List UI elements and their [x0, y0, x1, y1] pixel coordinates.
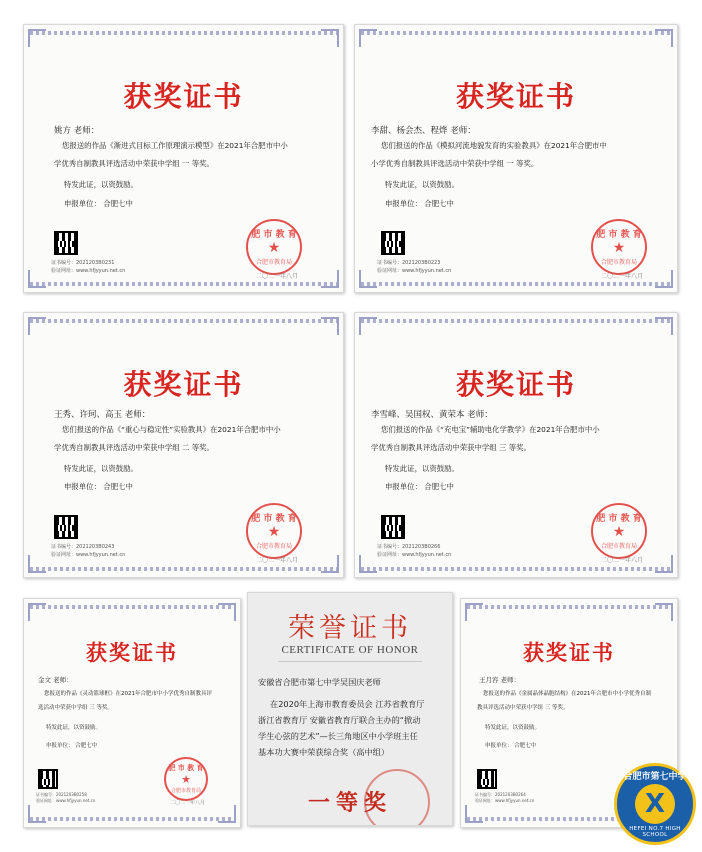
star-icon: ★ — [267, 524, 281, 540]
honor-body-line: 在2020年上海市教育委员会 江苏省教育厅 — [270, 699, 425, 709]
body-line: 学优秀自制教具评选活动中荣获中学组 三 等奖。 — [371, 443, 531, 452]
body-line: 特发此证，以资鼓励。 — [64, 180, 138, 189]
honor-body-line: 基本功大赛中荣获综合奖（高中组） — [258, 747, 390, 757]
body-line: 特发此证，以资鼓励。 — [385, 180, 459, 189]
certificate-number: 证书编号：2021203B0231 — [51, 260, 115, 266]
verify-site: 验证网址：www.hfjyyun.net.cn — [377, 268, 452, 274]
body-line: 小学优秀自制教具评选活动中荣获中学组 一 等奖。 — [371, 159, 539, 168]
qr-code-icon — [477, 769, 497, 789]
body-line: 教具评选活动中荣获中学组 三 等奖。 — [477, 705, 569, 711]
body-line: 特发此证，以资鼓励。 — [64, 464, 138, 473]
qr-code-icon — [38, 769, 58, 789]
divider — [278, 661, 422, 662]
recipient: 王月容 老师： — [479, 676, 521, 684]
star-icon: ★ — [267, 240, 281, 256]
recipient: 王秀、许珂、高玉 老师： — [54, 410, 151, 420]
honor-body-line: 浙江省教育厅 安徽省教育厅联合主办的“掀动 — [258, 715, 421, 725]
honor-prize: 一等奖 — [307, 790, 392, 816]
body-line: 特发此证，以资鼓励。 — [46, 725, 102, 731]
declaring-unit: 申报单位： 合肥七中 — [485, 743, 537, 749]
issue-date: 二〇二一年八月 — [170, 800, 206, 806]
body-line: 您报送的作品《金属晶体晶胞结构》在2021年合肥市中小学优秀自制 — [483, 691, 651, 697]
certificate-2 — [354, 24, 678, 293]
qr-code-icon — [381, 515, 405, 539]
honor-recipient: 安徽省合肥市第七中学吴国庆老师 — [258, 677, 381, 687]
star-icon: ★ — [612, 524, 626, 540]
body-line: 特发此证，以资鼓励。 — [485, 725, 541, 731]
certificate-title: 获奖证书 — [123, 368, 244, 401]
certificate-title: 获奖证书 — [455, 80, 576, 113]
border-band — [30, 282, 337, 286]
certificate-number: 证书编号：2021203B0264 — [475, 792, 526, 797]
school-name: 合肥市第七中学 — [623, 772, 687, 782]
verify-site: 验证网址：www.hfjyyun.net.cn — [51, 552, 126, 558]
honor-title: 荣誉证书 — [288, 613, 412, 644]
certificate-title: 获奖证书 — [86, 641, 178, 665]
recipient: 姚方 老师： — [54, 126, 100, 136]
qr-code-icon — [54, 231, 78, 255]
certificate-number: 证书编号：2021203B0223 — [377, 260, 441, 266]
certificate-number: 证书编号：2021203B0258 — [36, 792, 87, 797]
verify-site: 验证网址：www.hfjyyun.net.cn — [475, 798, 535, 803]
declaring-unit: 申报单位： 合肥七中 — [64, 199, 133, 208]
body-line: 特发此证，以资鼓励。 — [385, 464, 459, 473]
certificate-4 — [354, 312, 678, 578]
certificate-3 — [23, 312, 344, 578]
issue-date: 二〇二一年八月 — [601, 273, 644, 280]
qr-code-icon — [381, 231, 405, 255]
certificate-title: 获奖证书 — [455, 368, 576, 401]
body-line: 您报送的作品《灵动篮球框》在2021年合肥市中小学优秀自制教具评 — [44, 691, 212, 697]
official-seal: 肥 市 教 育 ★ 合肥市教育局 — [164, 757, 208, 801]
official-seal: 肥 市 教 育 ★ 合肥市教育局 — [246, 503, 302, 559]
verify-site: 验证网址：www.hfjyyun.net.cn — [377, 552, 452, 558]
body-line: 您们报送的作品《“充电宝”辅助电化学教学》在2021年合肥市中小 — [381, 425, 600, 434]
official-seal: 肥 市 教 育 ★ 合肥市教育局 — [246, 219, 302, 275]
body-line: 您们报送的作品《“重心与稳定性”实验教具》在2021年合肥市中小 — [62, 425, 281, 434]
body-line: 学优秀自制教具评选活动中荣获中学组 一 等奖。 — [54, 159, 214, 168]
certificate-5 — [23, 598, 241, 828]
body-line: 学优秀自制教具评选活动中荣获中学组 二 等奖。 — [54, 443, 214, 452]
certificate-1 — [23, 24, 344, 293]
issue-date: 二〇二一年八月 — [601, 557, 644, 564]
verify-site: 验证网址：www.hfjyyun.net.cn — [51, 268, 126, 274]
star-icon: ★ — [181, 773, 191, 786]
recipient: 李甜、杨会杰、程烨 老师： — [371, 126, 476, 136]
recipient: 金文 老师： — [38, 676, 73, 684]
certificate-title: 获奖证书 — [123, 80, 244, 113]
body-line: 您们报送的作品《模拟河流地貌发育的实验教具》在2021年合肥市中 — [381, 141, 607, 150]
declaring-unit: 申报单位： 合肥七中 — [385, 482, 454, 491]
logo-emblem-icon: X — [635, 784, 675, 824]
qr-code-icon — [54, 515, 78, 539]
border-band — [30, 31, 337, 35]
official-seal: 肥 市 教 育 ★ 合肥市教育局 — [591, 219, 647, 275]
body-line: 选活动中荣获中学组 三 等奖。 — [38, 705, 113, 711]
declaring-unit: 申报单位： 合肥七中 — [385, 199, 454, 208]
verify-site: 验证网址：www.hfjyyun.net.cn — [36, 798, 96, 803]
recipient: 李雪峰、吴国权、黄荣本 老师： — [371, 410, 493, 420]
honor-certificate — [247, 592, 453, 826]
issue-date: 二〇二一年八月 — [256, 273, 299, 280]
honor-subtitle: CERTIFICATE OF HONOR — [281, 644, 419, 656]
issue-date: 二〇二一年八月 — [256, 557, 299, 564]
honor-body-line: 学生心弦的艺术”—长三角地区中小学班主任 — [258, 731, 418, 741]
official-seal: 肥 市 教 育 ★ 合肥市教育局 — [591, 503, 647, 559]
school-english-name: HEFEI NO.7 HIGH SCHOOL — [629, 826, 681, 838]
star-icon: ★ — [612, 240, 626, 256]
certificate-number: 证书编号：2021203B0243 — [51, 544, 115, 550]
school-logo — [614, 763, 696, 845]
certificate-number: 证书编号：2021203B0266 — [377, 544, 441, 550]
certificate-title: 获奖证书 — [523, 641, 615, 665]
body-line: 您报送的作品《渐进式目标工作原理演示模型》在2021年合肥市中小 — [62, 141, 288, 150]
declaring-unit: 申报单位： 合肥七中 — [64, 482, 133, 491]
declaring-unit: 申报单位： 合肥七中 — [46, 743, 98, 749]
